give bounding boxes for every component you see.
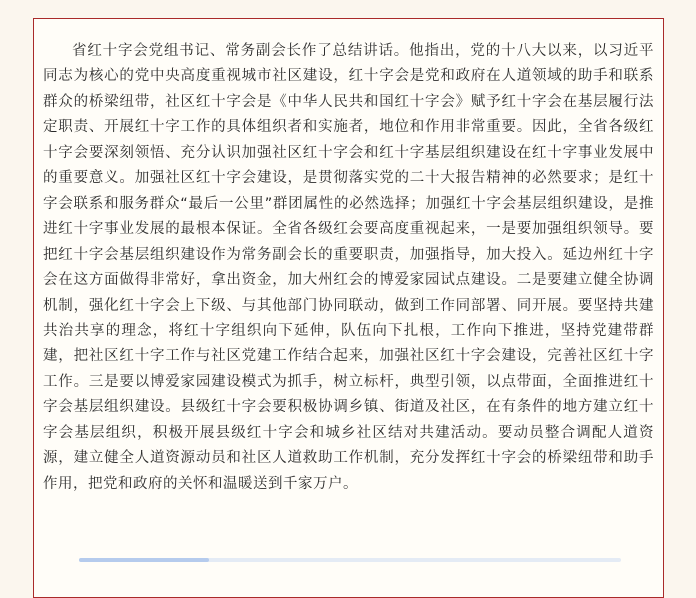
reading-progress-fill	[79, 558, 209, 562]
reading-progress-bar	[79, 558, 621, 562]
article-paragraph: 省红十字会党组书记、常务副会长作了总结讲话。他指出，党的十八大以来，以习近平同志为核心的党中央高度重视城市社区建设，红十字会是党和政府在人道领域的助手和联系群众的桥梁纽带，社区红十字会是《中华人民共和国红十字会》赋予红十字会在基层履行法定职责、开展红十字工作的具体组织者和实施者，地位和作用非常重要。因此，全省各级红十字会要深刻领悟、充分认识加强社区红十字会和红十字基层组织建设在红十字事业发展中的重要意义。加强社区红十字会建设，是贯彻落实党的二十大报告精神的必然要求；是红十字会联系和服务群众“最后一公里”群团属性的必然选择；加强红十字会基层组织建设，是推进红十字事业发展的最根本保证。全省各级红会要高度重视起来，一是要加强组织领导。要把红十字会基层组织建设作为常务副会长的重要职责，加强指导，加大投入。延边州红十字会在这方面做得非常好，拿出资金，加大州红会的博爱家园试点建设。二是要建立健全协调机制，强化红十字会上下级、与其他部门协同联动，做到工作同部署、同开展。要坚持共建共治共享的理念，将红十字组织向下延伸，队伍向下扎根，工作向下推进，坚持党建带群建，把社区红十字工作与社区党建工作结合起来，加强社区红十字会建设，完善社区红十字工作。三是要以博爱家园建设模式为抓手，树立标杆，典型引领，以点带面，全面推进红十字会基层组织建设。县级红十字会要积极协调乡镇、街道及社区，在有条件的地方建立红十字会基层组织，积极开展县级红十字会和城乡社区结对共建活动。要动员整合调配人道资源，建立健全人道资源动员和社区人道救助工作机制，充分发挥红十字会的桥梁纽带和助手作用，把党和政府的关怀和温暖送到千家万户。	[43, 43, 654, 492]
